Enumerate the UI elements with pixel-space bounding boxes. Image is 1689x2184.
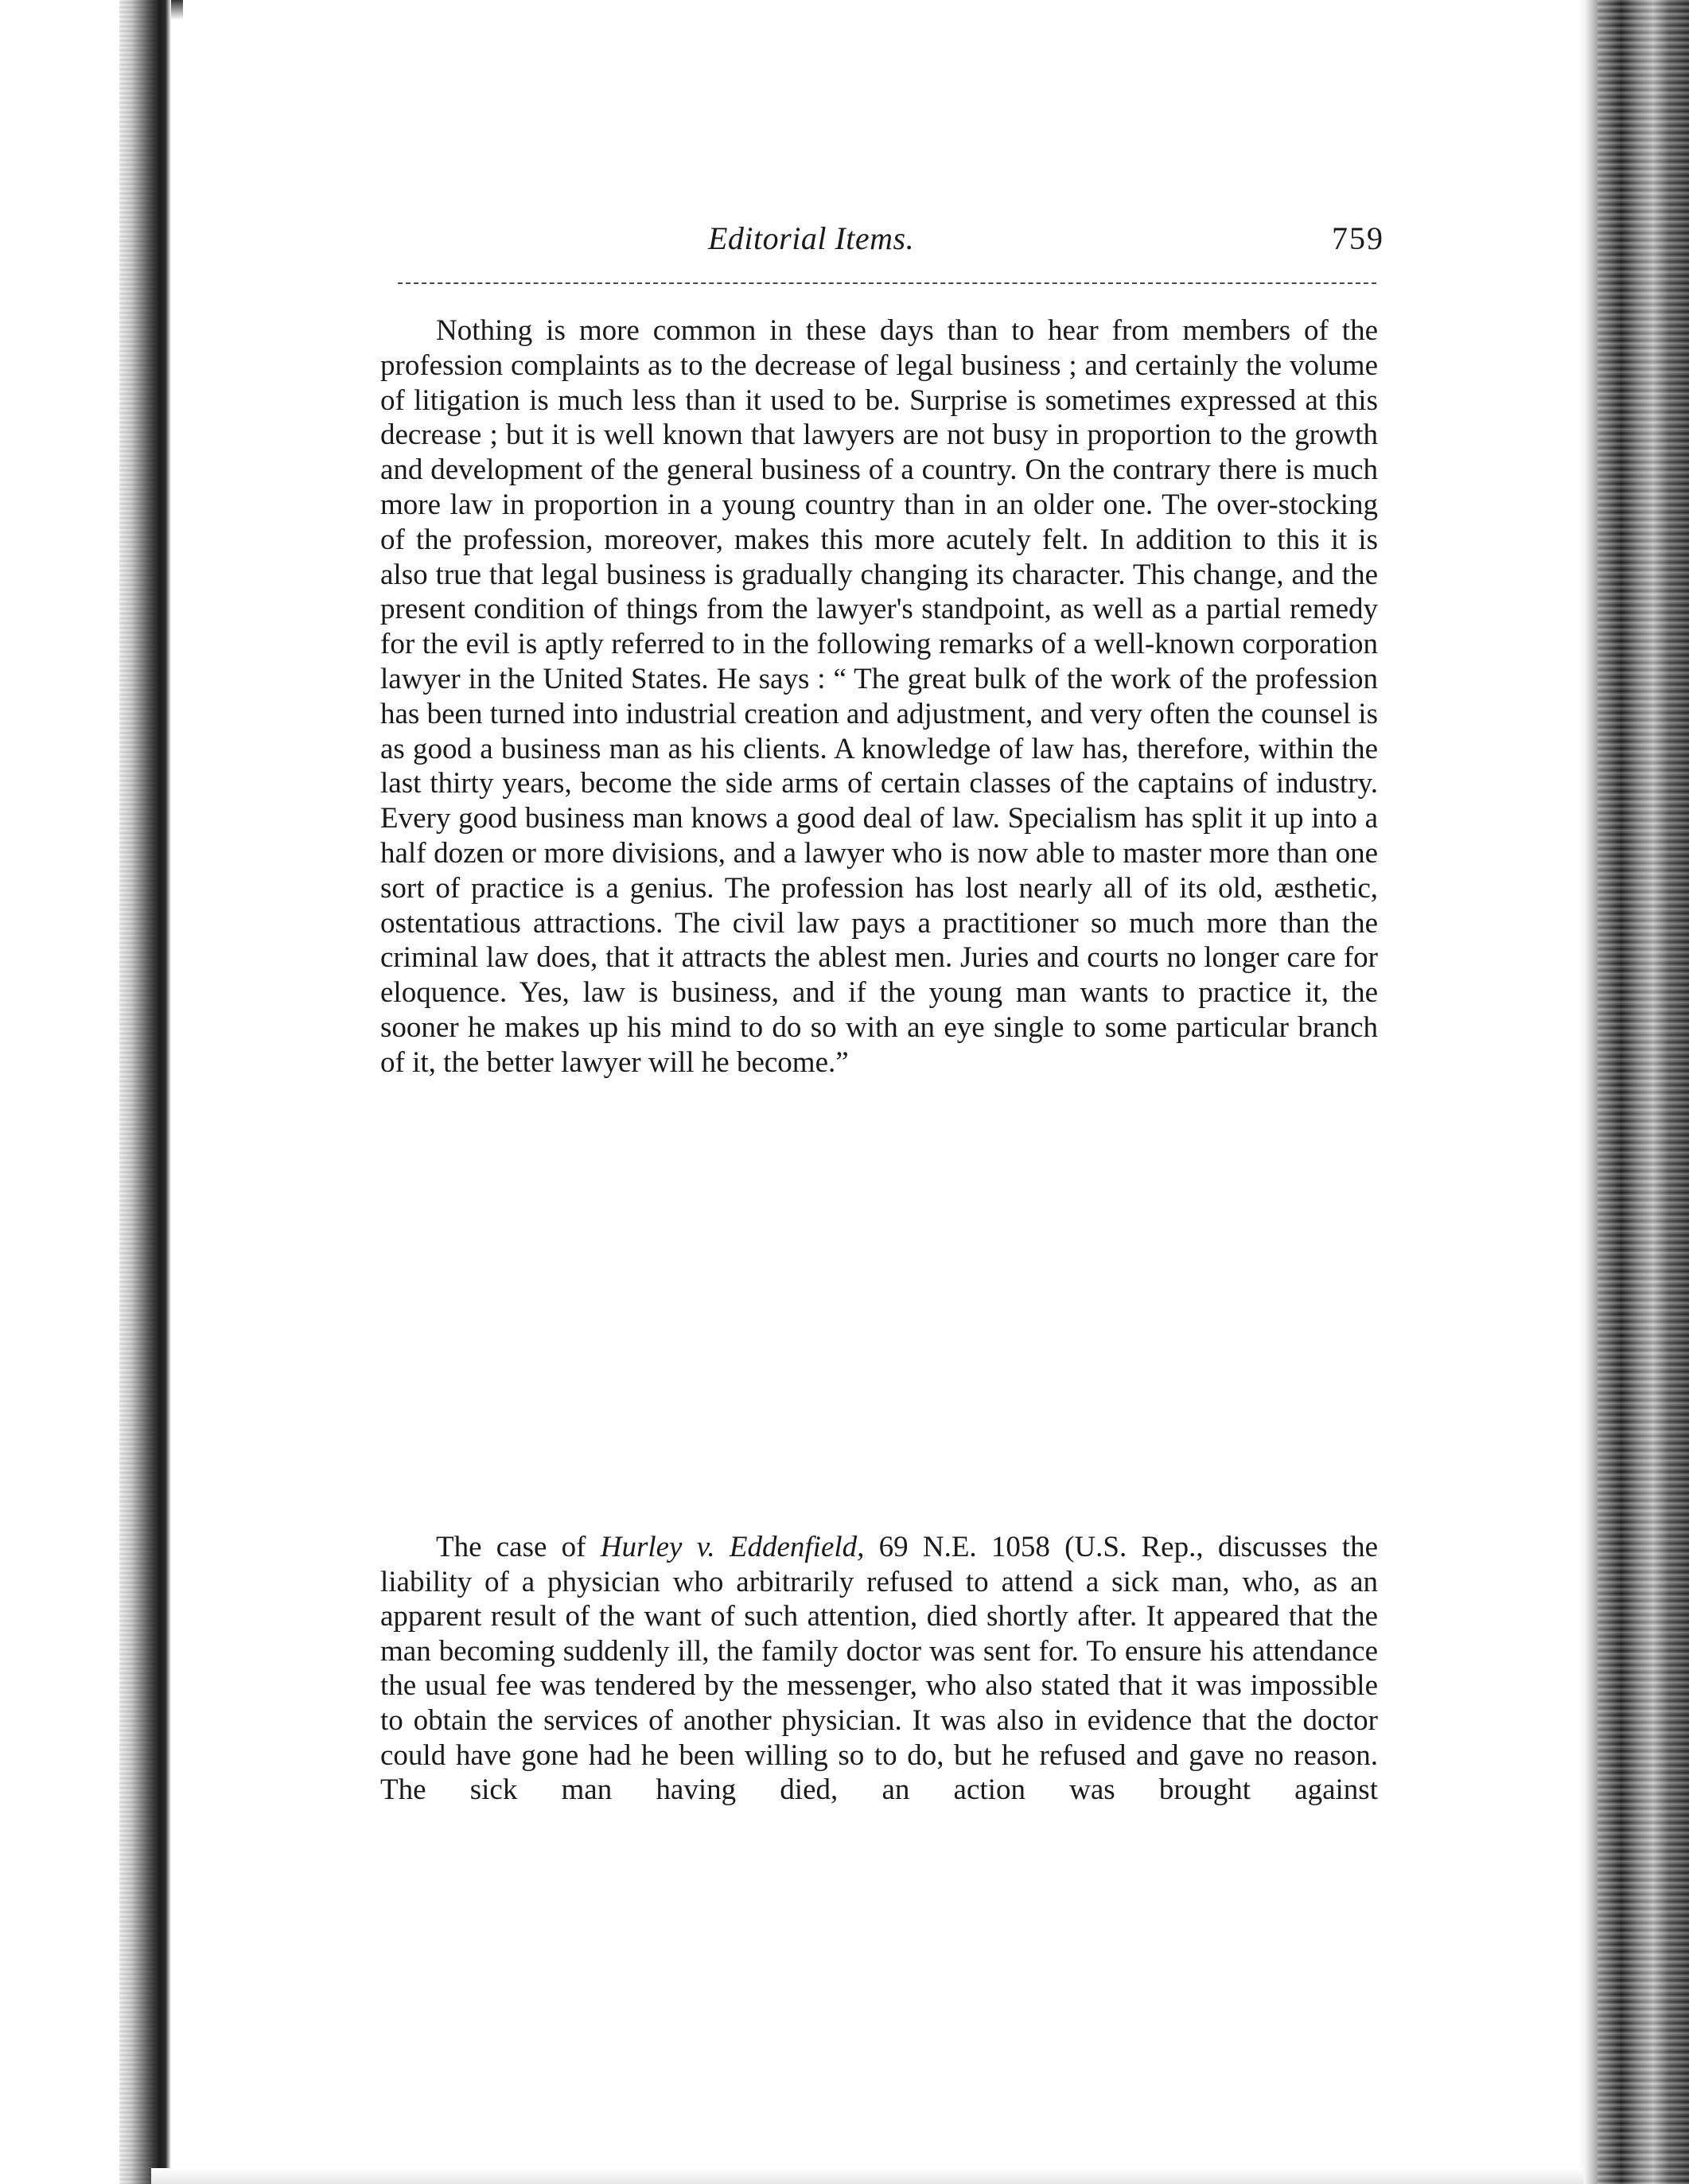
page-stack-edge — [1578, 0, 1689, 2184]
article-paragraph-2 — [380, 1530, 1378, 1808]
scan-bottom-shadow — [151, 2168, 1583, 2184]
case-citation-name: Hurley v. Eddenfield, — [600, 1531, 865, 1563]
book-binding-edge — [0, 0, 171, 2184]
paragraph-2-intro: The case of — [436, 1531, 586, 1563]
paragraph-1-text: Nothing is more common in these days than to hear from members of the profession complaints as to the decrease of legal business ; and certainly the volume of litigation is much less than it used to be. Surprise is sometimes expressed at this decrease ; but it is well known that lawyers are not busy in proportion to the growth and development of the general business of a country. On the contrary there is much more law in proportion in a young country than in an older one. The over-stocking of the profession, moreover, makes this more acutely felt. In addition to this it is also true that legal business is gradually changing its character. This change, and the present condition of things from the lawyer's standpoint, as well as a partial remedy for the evil is aptly referred to in the following remarks of a well-known corporation lawyer in the United States. He says : “ The great bulk of the work of the profession has been turned into industrial creation and adjustment, and very often the counsel is as good a business man as his clients. A knowledge of law has, therefore, within the last thirty years, become the side arms of certain classes of the captains of industry. Every good business man knows a good deal of law. Specialism has split it up into a half dozen or more divisions, and a lawyer who is now able to master more than one sort of practice is a genius. The profession has lost nearly all of its old, æsthetic, ostentatious attractions. The civil law pays a practitioner so much more than the criminal law does, that it attracts the ablest men. Juries and courts no longer care for eloquence. Yes, law is business, and if the young man wants to practice it, the sooner he makes up his mind to do so with an eye single to some particular branch of it, the better lawyer will he become.” — [380, 314, 1378, 1079]
header-rule — [398, 282, 1376, 284]
article-paragraph-1 — [380, 313, 1378, 1080]
running-title: Editorial Items. — [708, 220, 915, 256]
paragraph-2-body: 69 N.E. 1058 (U.S. Rep., discusses the liability of a physician who arbitrarily refused to attend a sick man, who, as an apparent result of the want of such attention, died shortly after. It appeared that the man becoming suddenly ill, the family doctor was sent for. To ensure his attendance the usual fee was tendered by the messenger, who also stated that it was impossible to obtain the services of another physician. It was also in evidence that the doctor could have gone had he been willing so to do, but he refused and gave no reason. The sick man having died, an action was brought against — [380, 1531, 1378, 1807]
running-head — [382, 216, 1384, 272]
paragraph-2-text — [380, 1530, 1378, 1808]
page-number: 759 — [1332, 220, 1384, 256]
